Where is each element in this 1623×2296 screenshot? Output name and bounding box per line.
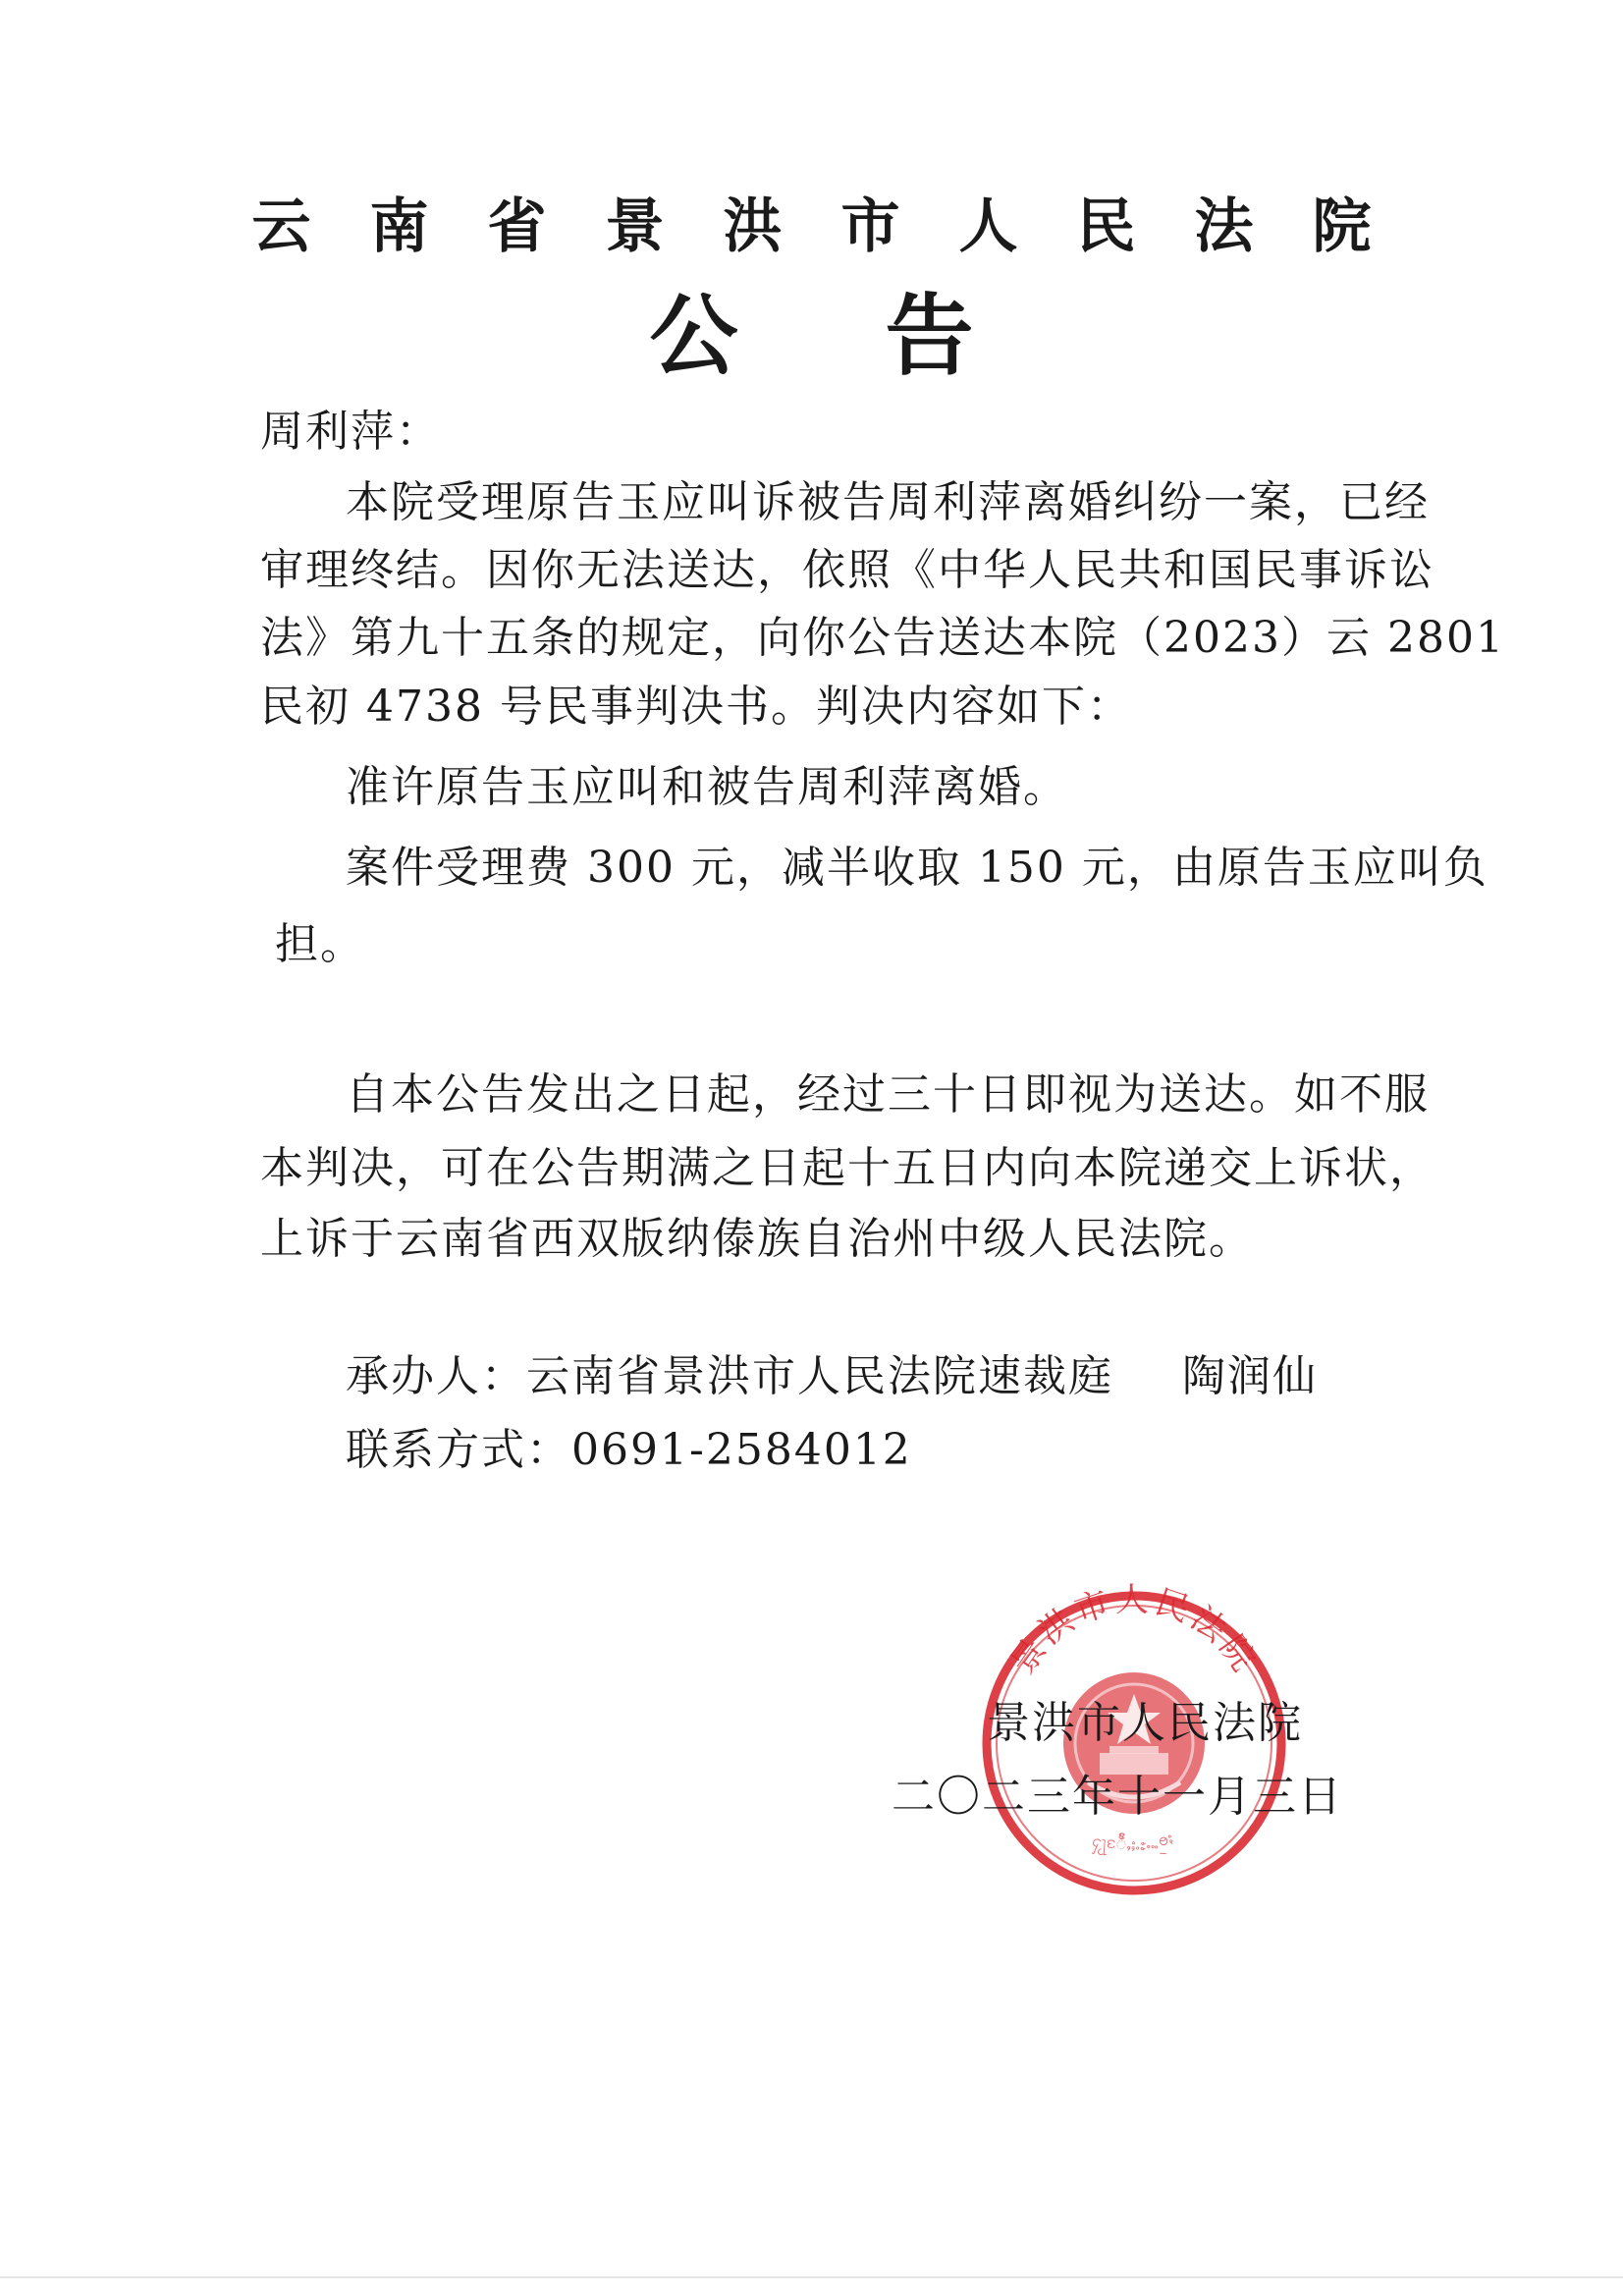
document-title: 公告 <box>649 285 1121 388</box>
judgment-line: 担。 <box>275 919 365 969</box>
handler-label: 承办人：云南省景洪市人民法院速裁庭 <box>346 1351 1113 1401</box>
notice-line: 本判决，可在公告期满之日起十五日内向本院递交上诉状， <box>260 1143 1434 1193</box>
paragraph-line: 本院受理原告玉应叫诉被告周利萍离婚纠纷一案，已经 <box>346 477 1430 527</box>
page-bottom-rule <box>0 2276 1623 2278</box>
paragraph-line: 法》第九十五条的规定，向你公告送达本院（2023）云 2801 <box>260 613 1505 663</box>
seal-text: 景洪市人民法院 <box>1002 1581 1266 1682</box>
signature-court: 景洪市人民法院 <box>987 1698 1303 1748</box>
judgment-line: 案件受理费 300 元，减半收取 150 元，由原告玉应叫负 <box>346 843 1488 893</box>
signature-date: 二〇二三年十一月三日 <box>892 1772 1343 1822</box>
contact-phone: 联系方式：0691-2584012 <box>346 1425 912 1475</box>
handler-name: 陶润仙 <box>1182 1351 1318 1401</box>
handler-line <box>346 1347 1318 1406</box>
paragraph-line: 民初 4738 号民事判决书。判决内容如下： <box>260 682 1132 732</box>
judgment-line: 准许原告玉应叫和被告周利萍离婚。 <box>346 762 1068 812</box>
court-name-heading: 云南省景洪市人民法院 <box>251 192 1431 261</box>
notice-line: 上诉于云南省西双版纳傣族自治州中级人民法院。 <box>260 1214 1254 1264</box>
notice-line: 自本公告发出之日起，经过三十日即视为送达。如不服 <box>346 1069 1430 1120</box>
svg-text:ႁႂႃႄႅႆႇႈႉႊႋႌႍႎႏ: ႁႂႃႄႅႆႇႈႉႊႋႌႍႎႏ <box>1091 1826 1177 1857</box>
addressee: 周利萍： <box>260 407 441 457</box>
paragraph-line: 审理终结。因你无法送达，依照《中华人民共和国民事诉讼 <box>260 545 1434 595</box>
